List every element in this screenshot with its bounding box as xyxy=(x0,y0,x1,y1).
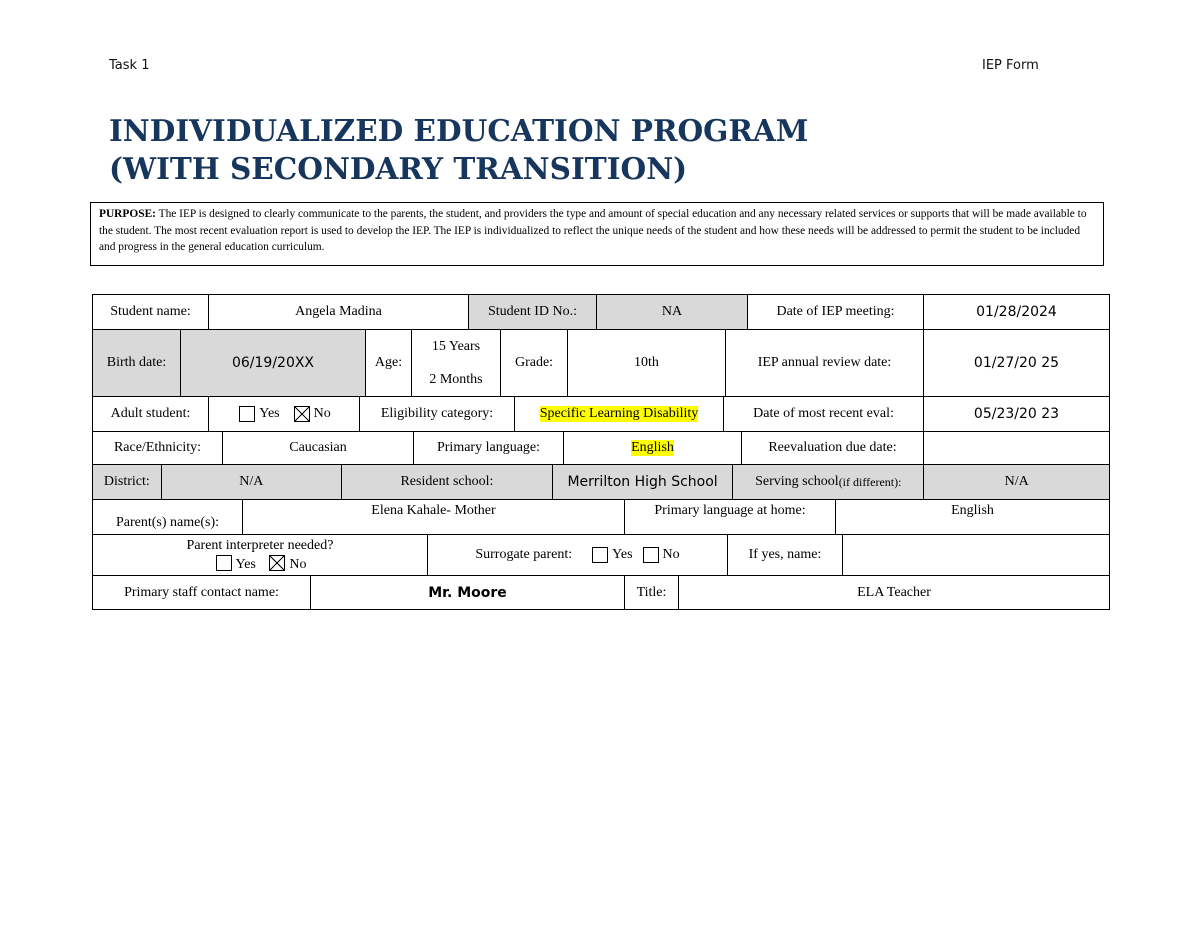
parent-names-field[interactable]: Elena Kahale- Mother xyxy=(243,500,625,534)
table-row xyxy=(93,330,1110,397)
student-id-field[interactable]: NA xyxy=(597,295,748,329)
title-line-1: INDIVIDUALIZED EDUCATION PROGRAM xyxy=(109,113,809,148)
interpreter-cell xyxy=(93,535,428,575)
annual-review-date-field[interactable]: 01/27/20 25 xyxy=(924,330,1110,396)
if-yes-name-label: If yes, name: xyxy=(728,535,843,575)
serving-school-field[interactable]: N/A xyxy=(924,465,1110,499)
student-name-label: Student name: xyxy=(93,295,209,329)
surrogate-no-label: No xyxy=(662,547,680,562)
interpreter-yes-checkbox[interactable] xyxy=(216,555,232,571)
age-label: Age: xyxy=(366,330,412,396)
adult-student-options xyxy=(209,397,360,431)
table-row xyxy=(93,432,1110,465)
primary-language-value: English xyxy=(631,440,674,455)
resident-school-label: Resident school: xyxy=(342,465,553,499)
interpreter-yes-label: Yes xyxy=(235,556,256,572)
iep-meeting-date-field[interactable]: 01/28/2024 xyxy=(924,295,1110,329)
eligibility-category-label: Eligibility category: xyxy=(360,397,515,431)
interpreter-label: Parent interpreter needed? xyxy=(186,537,334,553)
table-row xyxy=(93,465,1110,500)
recent-eval-date-label: Date of most recent eval: xyxy=(724,397,924,431)
adult-student-yes-label: Yes xyxy=(259,406,280,421)
district-label: District: xyxy=(93,465,162,499)
staff-title-field[interactable]: ELA Teacher xyxy=(679,576,1110,609)
table-row xyxy=(93,535,1110,576)
staff-contact-label: Primary staff contact name: xyxy=(93,576,311,609)
primary-language-field[interactable] xyxy=(564,432,742,464)
grade-label: Grade: xyxy=(501,330,568,396)
serving-school-label xyxy=(733,465,924,499)
table-row xyxy=(93,295,1110,330)
if-yes-name-field[interactable] xyxy=(843,535,1110,575)
adult-student-no-label: No xyxy=(313,406,331,421)
student-info-table xyxy=(92,294,1110,610)
surrogate-no-checkbox[interactable] xyxy=(643,547,659,563)
home-language-field[interactable]: English xyxy=(836,500,1110,534)
interpreter-options xyxy=(214,555,307,574)
interpreter-no-label: No xyxy=(289,556,307,572)
annual-review-date-label: IEP annual review date: xyxy=(726,330,924,396)
staff-title-label: Title: xyxy=(625,576,679,609)
eligibility-category-field[interactable] xyxy=(515,397,724,431)
header-form-name: IEP Form xyxy=(982,58,1039,73)
purpose-label: PURPOSE: xyxy=(99,208,156,220)
district-field[interactable]: N/A xyxy=(162,465,342,499)
document-title xyxy=(109,112,808,188)
header-task: Task 1 xyxy=(109,58,150,73)
race-ethnicity-label: Race/Ethnicity: xyxy=(93,432,223,464)
reevaluation-due-date-label: Reevaluation due date: xyxy=(742,432,924,464)
eligibility-category-value: Specific Learning Disability xyxy=(539,406,699,421)
birth-date-label: Birth date: xyxy=(93,330,181,396)
serving-school-label-text: Serving school xyxy=(755,474,839,489)
birth-date-field[interactable]: 06/19/20XX xyxy=(181,330,366,396)
student-id-label: Student ID No.: xyxy=(469,295,597,329)
reevaluation-due-date-field[interactable] xyxy=(924,432,1110,464)
adult-student-label: Adult student: xyxy=(93,397,209,431)
surrogate-yes-checkbox[interactable] xyxy=(592,547,608,563)
surrogate-yes-label: Yes xyxy=(612,547,633,562)
parent-names-label: Parent(s) name(s): xyxy=(93,500,243,534)
table-row xyxy=(93,500,1110,535)
grade-field[interactable]: 10th xyxy=(568,330,726,396)
surrogate-parent-cell xyxy=(428,535,728,575)
age-years: 15 Years xyxy=(431,339,481,354)
surrogate-parent-label: Surrogate parent: xyxy=(475,547,573,562)
adult-student-yes-checkbox[interactable] xyxy=(239,406,255,422)
staff-contact-field[interactable]: Mr. Moore xyxy=(311,576,625,609)
recent-eval-date-field[interactable]: 05/23/20 23 xyxy=(924,397,1110,431)
race-ethnicity-field[interactable]: Caucasian xyxy=(223,432,414,464)
age-field[interactable] xyxy=(412,330,501,396)
serving-school-label-suffix: (if different): xyxy=(838,474,902,489)
resident-school-field[interactable]: Merrilton High School xyxy=(553,465,733,499)
interpreter-no-checkbox[interactable] xyxy=(269,555,285,571)
home-language-label: Primary language at home: xyxy=(625,500,836,534)
primary-language-label: Primary language: xyxy=(414,432,564,464)
student-name-field[interactable]: Angela Madina xyxy=(209,295,469,329)
purpose-text: The IEP is designed to clearly communicate to the parents, the student, and providers the type and amount of special education and any necessary related services or supports that will be made available to the student. The most recent evaluation report is used to develop the IEP. The IEP is individualized to reflect the unique needs of the student and how these needs will be addressed to permit the student to be included and progress in the general education curriculum. xyxy=(99,208,1087,253)
purpose-box xyxy=(90,202,1104,266)
age-months: 2 Months xyxy=(429,372,483,387)
adult-student-no-checkbox[interactable] xyxy=(294,406,310,422)
iep-meeting-date-label: Date of IEP meeting: xyxy=(748,295,924,329)
table-row xyxy=(93,576,1110,610)
table-row xyxy=(93,397,1110,432)
title-line-2: (WITH SECONDARY TRANSITION) xyxy=(109,151,688,186)
